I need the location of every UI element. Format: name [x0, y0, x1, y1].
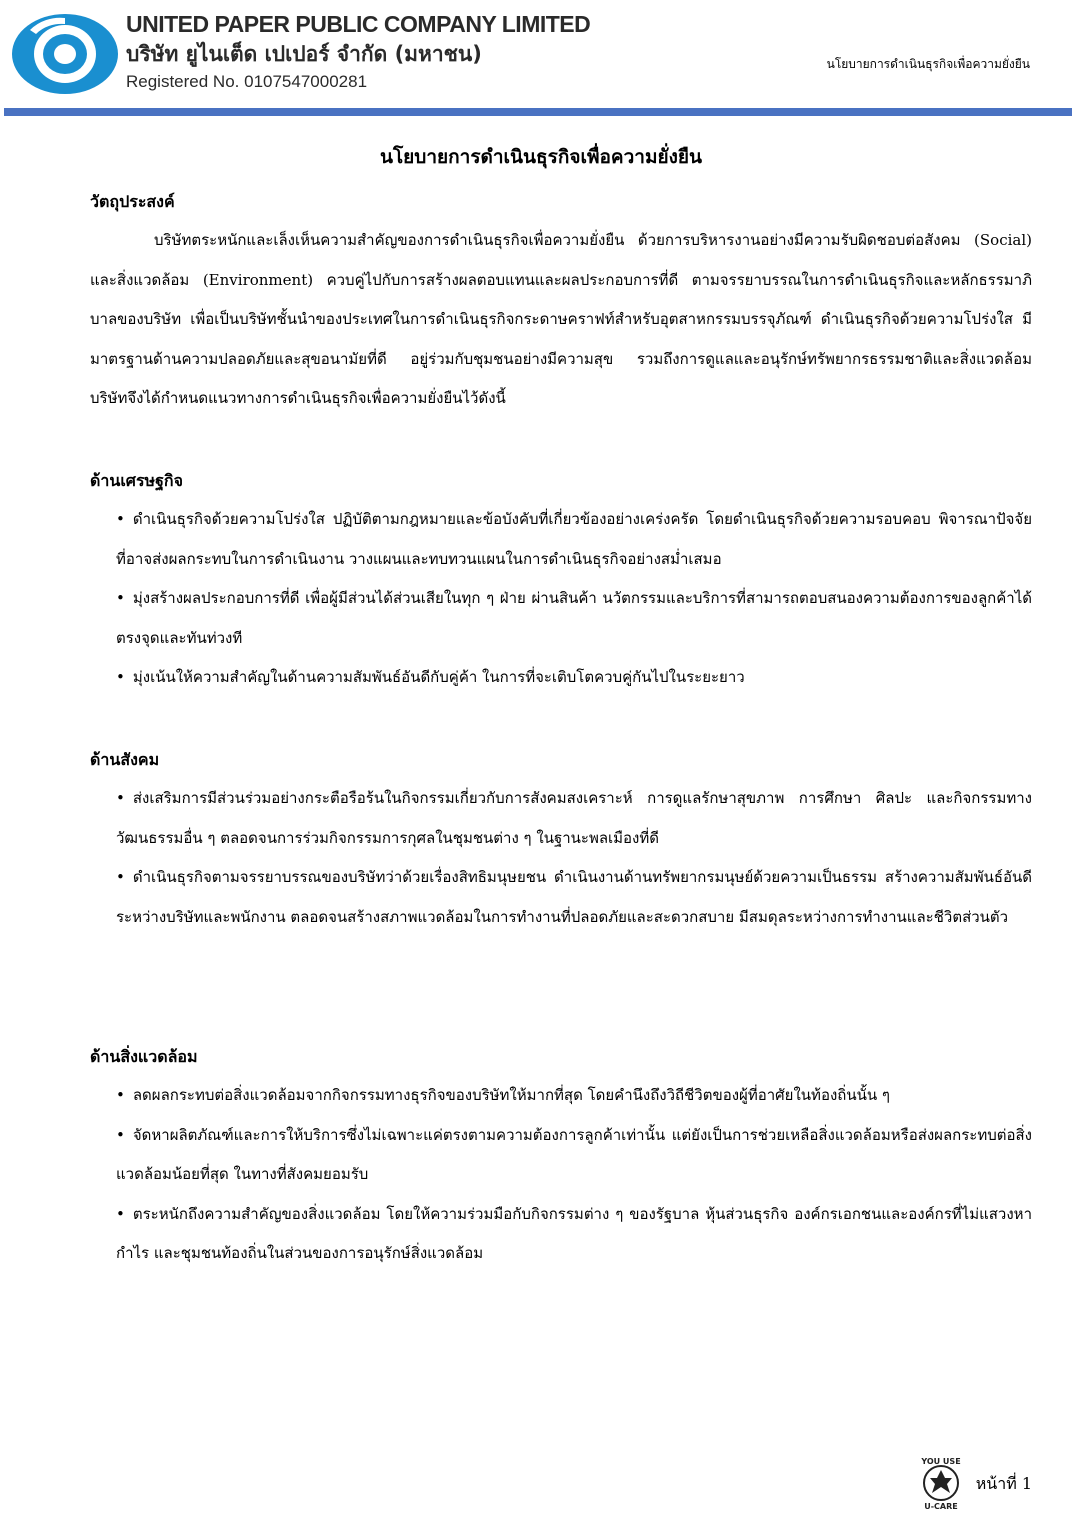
social-heading: ด้านสังคม — [90, 750, 160, 769]
registration-number: Registered No. 0107547000281 — [126, 72, 368, 91]
company-name-th: บริษัท ยูไนเต็ด เปเปอร์ จำกัด (มหาชน) — [126, 42, 482, 66]
company-block — [126, 10, 590, 94]
u-care-badge-icon — [914, 1456, 968, 1510]
social-item: • ส่งเสริมการมีส่วนร่วมอย่างกระตือรือร้นในกิจกรรมเกี่ยวกับการสังคมสงเคราะห์ การดูแลรักษาสุขภาพ การศึกษา ศิลปะ และกิจกรรมทางวัฒนธรรมอื่น ๆ ตลอดจนการร่วมกิจกรรมการกุศลในชุมชนต่าง ๆ ในฐานะพลเมืองที่ดี — [116, 779, 1032, 858]
company-logo-icon — [10, 12, 120, 96]
environment-item: • ลดผลกระทบต่อสิ่งแวดล้อมจากกิจกรรมทางธุรกิจของบริษัทให้มากที่สุด โดยคำนึงถึงวิถีชีวิตของผู้ที่อาศัยในท้องถิ่นนั้น ๆ — [116, 1076, 1032, 1116]
objective-paragraph — [90, 221, 1032, 419]
company-name-en: UNITED PAPER PUBLIC COMPANY LIMITED — [126, 11, 591, 37]
social-list — [116, 779, 1032, 937]
objective-heading: วัตถุประสงค์ — [90, 192, 175, 211]
economic-item: • ดำเนินธุรกิจด้วยความโปร่งใส ปฏิบัติตามกฎหมายและข้อบังคับที่เกี่ยวข้องอย่างเคร่งครัด โดยดำเนินธุรกิจด้วยความรอบคอบ พิจารณาปัจจัยที่อาจส่งผลกระทบในการดำเนินงาน วางแผนและทบทวนแผนในการดำเนินธุรกิจอย่างสม่ำเสมอ — [116, 500, 1032, 579]
environment-list — [116, 1076, 1032, 1274]
environment-item: • ตระหนักถึงความสำคัญของสิ่งแวดล้อม โดยให้ความร่วมมือกับกิจกรรมต่าง ๆ ของรัฐบาล หุ้นส่วนธุรกิจ องค์กรเอกชนและองค์กรที่ไม่แสวงหากำไร และชุมชนท้องถิ่นในส่วนของการอนุรักษ์สิ่งแวดล้อม — [116, 1195, 1032, 1274]
social-item: • ดำเนินธุรกิจตามจรรยาบรรณของบริษัทว่าด้วยเรื่องสิทธิมนุษยชน ดำเนินงานด้านทรัพยากรมนุษย์ด้วยความเป็นธรรม สร้างความสัมพันธ์อันดีระหว่างบริษัทและพนักงาน ตลอดจนสร้างสภาพแวดล้อมในการทำงานที่ปลอดภัยและสะดวกสบาย มีสมดุลระหว่างการทำงานและชีวิตส่วนตัว — [116, 858, 1032, 937]
badge-text-top: YOU USE — [921, 1457, 961, 1466]
document-label: นโยบายการดำเนินธุรกิจเพื่อความยั่งยืน — [826, 57, 1030, 71]
page-number: หน้าที่ 1 — [975, 1474, 1032, 1493]
letterhead — [0, 0, 1082, 118]
objective-text: บริษัทตระหนักและเล็งเห็นความสำคัญของการดำเนินธุรกิจเพื่อความยั่งยืน ด้วยการบริหารงานอย่างมีความรับผิดชอบต่อสังคม (Social) และสิ่งแวดล้อม (Environment) ควบคู่ไปกับการสร้างผลตอบแทนและผลประกอบการที่ดี ตามจรรยาบรรณในการดำเนินธุรกิจและหลักธรรมาภิบาลของบริษัท เพื่อเป็นบริษัทชั้นนำของประเทศในการดำเนินธุรกิจกระดาษคราฟท์สำหรับอุตสาหกรรมบรรจุภัณฑ์ ดำเนินธุรกิจด้วยความโปร่งใส มีมาตรฐานด้านความปลอดภัยและสุขอนามัยที่ดี อยู่ร่วมกับชุมชนอย่างมีความสุข รวมถึงการดูแลและอนุรักษ์ทรัพยากรธรรมชาติและสิ่งแวดล้อม บริษัทจึงได้กำหนดแนวทางการดำเนินธุรกิจเพื่อความยั่งยืนไว้ดังนี้ — [90, 231, 1032, 407]
economic-list — [116, 500, 1032, 698]
page-title: นโยบายการดำเนินธุรกิจเพื่อความยั่งยืน — [379, 146, 703, 168]
economic-item: • มุ่งสร้างผลประกอบการที่ดี เพื่อผู้มีส่วนได้ส่วนเสียในทุก ๆ ฝ่าย ผ่านสินค้า นวัตกรรมและบริการที่สามารถตอบสนองความต้องการของลูกค้าได้ตรงจุดและทันท่วงที — [116, 579, 1032, 658]
environment-heading: ด้านสิ่งแวดล้อม — [90, 1047, 198, 1066]
badge-text-bottom: U-CARE — [924, 1502, 958, 1510]
economic-heading: ด้านเศรษฐกิจ — [90, 471, 183, 490]
environment-item: • จัดหาผลิตภัณฑ์และการให้บริการซึ่งไม่เฉพาะแค่ตรงตามความต้องการลูกค้าเท่านั้น แต่ยังเป็นการช่วยเหลือสิ่งแวดล้อมหรือส่งผลกระทบต่อสิ่งแวดล้อมน้อยที่สุด ในทางที่สังคมยอมรับ — [116, 1116, 1032, 1195]
economic-item: • มุ่งเน้นให้ความสำคัญในด้านความสัมพันธ์อันดีกับคู่ค้า ในการที่จะเติบโตควบคู่กันไปในระยะยาว — [116, 658, 1032, 698]
header-rule — [4, 108, 1072, 116]
